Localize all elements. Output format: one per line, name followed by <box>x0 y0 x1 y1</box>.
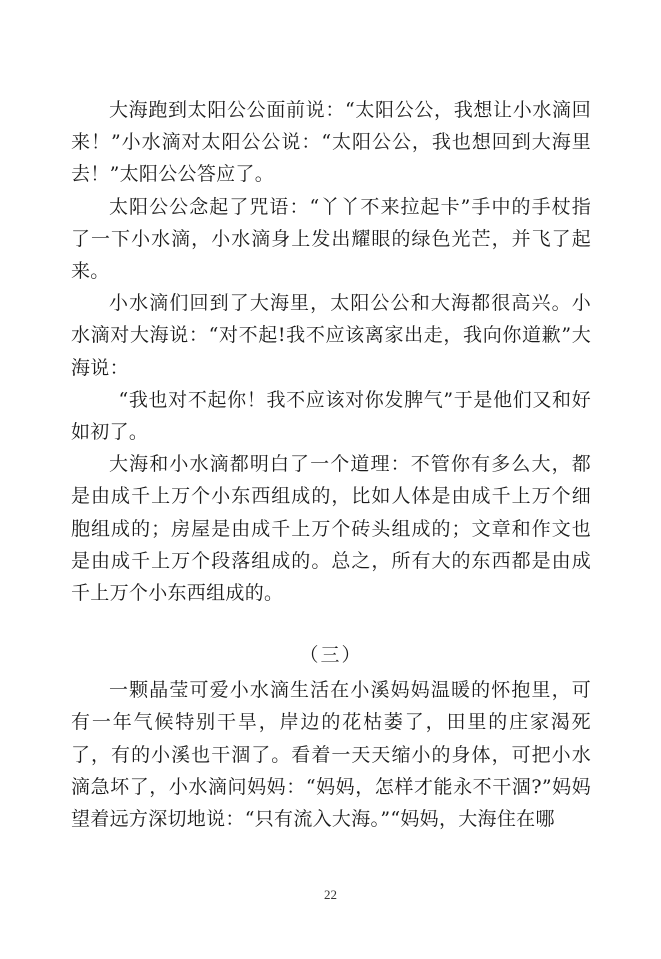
paragraph-sea-apology: “我也对不起你！我不应该对你发脾气”于是他们又和好如初了。 <box>71 388 591 444</box>
section-heading: （三） <box>299 644 363 667</box>
paragraph-moral: 大海和小水滴都明白了一个道理：不管你有多么大，都是由成千上万个小东西组成的，比如人体是由成千上万个细胞组成的；房屋是由成千上万个砖头组成的；文章和作文也是由成千上万个段落组成的。总之，所有大的东西都是由成千上万个小东西组成的。 <box>71 453 591 605</box>
document-body <box>71 94 591 835</box>
paragraph-stream-drought: 一颗晶莹可爱小水滴生活在小溪妈妈温暖的怀抱里，可有一年气候特别干旱，岸边的花枯萎了，田里的庄家渴死了，有的小溪也干涸了。看着一天天缩小的身体，可把小水滴急坏了，小水滴问妈妈：“妈妈，怎样才能永不干涸?”妈妈望着远方深切地说：“只有流入大海。”“妈妈，大海住在哪 <box>71 679 591 831</box>
paragraph-return-to-sea: 小水滴们回到了大海里，太阳公公和大海都很高兴。小水滴对大海说：“对不起!我不应该离家出走，我向你道歉”大海说： <box>71 292 591 379</box>
paragraph-spell: 太阳公公念起了咒语：“丫丫不来拉起卡”手中的手杖指了一下小水滴，小水滴身上发出耀眼的绿色光芒，并飞了起来。 <box>71 195 591 283</box>
paragraph-sea-asks-sun: 大海跑到太阳公公面前说：“太阳公公，我想让小水滴回来！”小水滴对太阳公公说：“太阳公公，我也想回到大海里去！”太阳公公答应了。 <box>71 99 591 186</box>
page-number: 22 <box>324 887 337 902</box>
